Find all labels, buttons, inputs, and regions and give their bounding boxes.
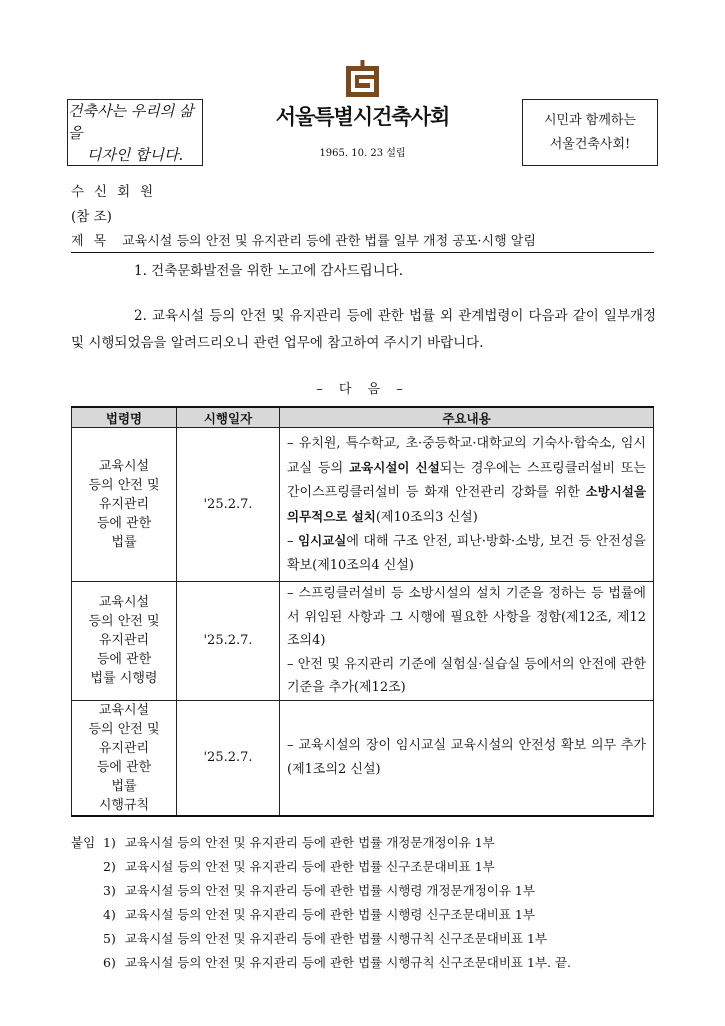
attachment-item bbox=[71, 881, 535, 899]
header-date: 시행일자 bbox=[177, 407, 280, 428]
law-name-line: 시행규칙 bbox=[98, 797, 150, 813]
attachment-item bbox=[71, 905, 535, 923]
content-text: – bbox=[287, 534, 299, 549]
law-name-line: 유지관리 bbox=[98, 633, 150, 649]
attachment-text: 교육시설 등의 안전 및 유지관리 등에 관한 법률 시행령 개정문개정이유 1부 bbox=[125, 883, 535, 898]
attachment-num: 5) bbox=[103, 931, 116, 946]
content-cell bbox=[280, 582, 654, 701]
attachment-text: 교육시설 등의 안전 및 유지관리 등에 관한 법률 시행규칙 신구조문대비표 1부 bbox=[125, 931, 548, 946]
attachment-num: 3) bbox=[103, 883, 116, 898]
header-law: 법령명 bbox=[72, 407, 177, 428]
effective-date: '25.2.7. bbox=[177, 700, 280, 816]
slogan-right-line-2: 서울건축사회! bbox=[549, 136, 631, 152]
table-row bbox=[72, 582, 654, 701]
slogan-box-right bbox=[522, 99, 658, 166]
content-text: (제10조의3 신설) bbox=[375, 509, 478, 525]
table-row bbox=[72, 700, 654, 816]
law-name-line: 등에 관한 bbox=[96, 652, 152, 668]
content-item bbox=[287, 432, 646, 529]
slogan-left-line-2: 디자인 합니다. bbox=[86, 145, 184, 164]
content-text: 에 대해 구조 안전, 피난·방화·소방, 보건 등 안전성을 확보(제10조의4 신설) bbox=[287, 534, 646, 573]
law-name-line: 등의 안전 및 bbox=[88, 721, 160, 737]
attachment-item bbox=[71, 953, 571, 971]
content-emphasis: 교육시설이 신설 bbox=[349, 459, 440, 475]
attachment-num: 4) bbox=[103, 907, 116, 922]
attachment-num: 6) bbox=[103, 955, 116, 970]
law-name-line: 교육시설 bbox=[98, 459, 150, 474]
slogan-box-left bbox=[67, 99, 203, 166]
content-text: – 유치원, 특수학교, 초·중등학교·대학교의 기숙사·합숙소, 임시교실 등의 bbox=[287, 436, 646, 476]
content-text: 되는 경우에는 스프링클러설비 또는 간이스프링클러설비 등 화재 안전관리 강화를 위한 bbox=[287, 460, 646, 500]
law-name-cell bbox=[72, 582, 177, 701]
law-name-cell bbox=[72, 700, 177, 816]
law-name-line: 법률 bbox=[111, 778, 137, 794]
law-name-line: 등에 관한 bbox=[96, 759, 152, 775]
org-logo-icon bbox=[346, 60, 379, 97]
law-name-line: 등의 안전 및 bbox=[88, 478, 160, 493]
attachment-num: 2) bbox=[103, 859, 116, 874]
daum-heading: – 다 음 – bbox=[316, 382, 409, 397]
content-cell bbox=[280, 428, 654, 582]
attachment-text: 교육시설 등의 안전 및 유지관리 등에 관한 법률 시행령 신구조문대비표 1부 bbox=[125, 907, 535, 922]
attachment-item bbox=[71, 833, 495, 851]
law-name-line: 유지관리 bbox=[98, 740, 150, 756]
content-item: – 교육시설의 장이 임시교실 교육시설의 안전성 확보 의무 추가(제1조의2 신설) bbox=[287, 738, 646, 777]
attachment-text: 교육시설 등의 안전 및 유지관리 등에 관한 법률 시행규칙 신구조문대비표 1부. 끝. bbox=[125, 955, 572, 970]
law-name-line: 법률 시행령 bbox=[90, 671, 158, 687]
law-name-line: 등의 안전 및 bbox=[88, 614, 160, 630]
subject-line bbox=[71, 230, 661, 249]
org-name: 서울특별시건축사회 bbox=[275, 105, 450, 129]
content-cell bbox=[280, 700, 654, 816]
content-item: – 스프링클러설비 등 소방시설의 설치 기준을 정하는 등 법률에서 위임된 사항과 그 시행에 필요한 사항을 정함(제12조, 제12조의4) bbox=[287, 586, 646, 648]
founded-date: 1965. 10. 23 설립 bbox=[319, 148, 406, 159]
receiver: 수신회원 bbox=[71, 184, 164, 200]
law-table bbox=[71, 406, 654, 817]
subject-label: 제목 bbox=[71, 234, 117, 249]
effective-date: '25.2.7. bbox=[177, 582, 280, 701]
subject-divider bbox=[71, 252, 654, 253]
attachment-item bbox=[71, 857, 495, 875]
content-item bbox=[287, 529, 646, 577]
subject-text: 교육시설 등의 안전 및 유지관리 등에 관한 법률 일부 개정 공포·시행 알림 bbox=[122, 234, 536, 249]
header-content: 주요내용 bbox=[280, 407, 654, 428]
content-item: – 안전 및 유지관리 기준에 실험실·실습실 등에서의 안전에 관한 기준을 추가(제12조) bbox=[287, 656, 646, 695]
slogan-left-line-1: 건축사는 우리의 삶을 bbox=[68, 101, 194, 142]
attachment-lead: 붙임 bbox=[71, 835, 96, 850]
attachment-num: 1) bbox=[103, 835, 116, 850]
effective-date: '25.2.7. bbox=[177, 428, 280, 582]
law-name-line: 교육시설 bbox=[98, 595, 150, 611]
law-name-cell bbox=[72, 428, 177, 582]
slogan-right-line-1: 시민과 함께하는 bbox=[543, 112, 637, 128]
attachment-text: 교육시설 등의 안전 및 유지관리 등에 관한 법률 신구조문대비표 1부 bbox=[125, 859, 495, 874]
paragraph-1: 1. 건축문화발전을 위한 노고에 감사드립니다. bbox=[134, 263, 404, 279]
law-name-line: 교육시설 bbox=[98, 702, 150, 718]
paragraph-2: 2. 교육시설 등의 안전 및 유지관리 등에 관한 법률 외 관계법령이 다음과 같이 일부개정 및 시행되었음을 알려드리오니 관련 업무에 참고하여 주시기 바랍니다. bbox=[71, 308, 656, 351]
reference: (참 조) bbox=[71, 209, 112, 225]
attachment-item bbox=[71, 929, 547, 947]
law-name-line: 법률 bbox=[111, 535, 137, 550]
content-emphasis: 임시교실 bbox=[298, 533, 347, 548]
law-name-line: 등에 관한 bbox=[96, 516, 152, 531]
table-header-row bbox=[72, 407, 654, 428]
table-row bbox=[72, 428, 654, 582]
law-name-line: 유지관리 bbox=[98, 497, 150, 512]
attachment-text: 교육시설 등의 안전 및 유지관리 등에 관한 법률 개정문개정이유 1부 bbox=[125, 835, 495, 850]
content-emphasis: 소방시설을 의무적으로 설치 bbox=[287, 484, 646, 524]
